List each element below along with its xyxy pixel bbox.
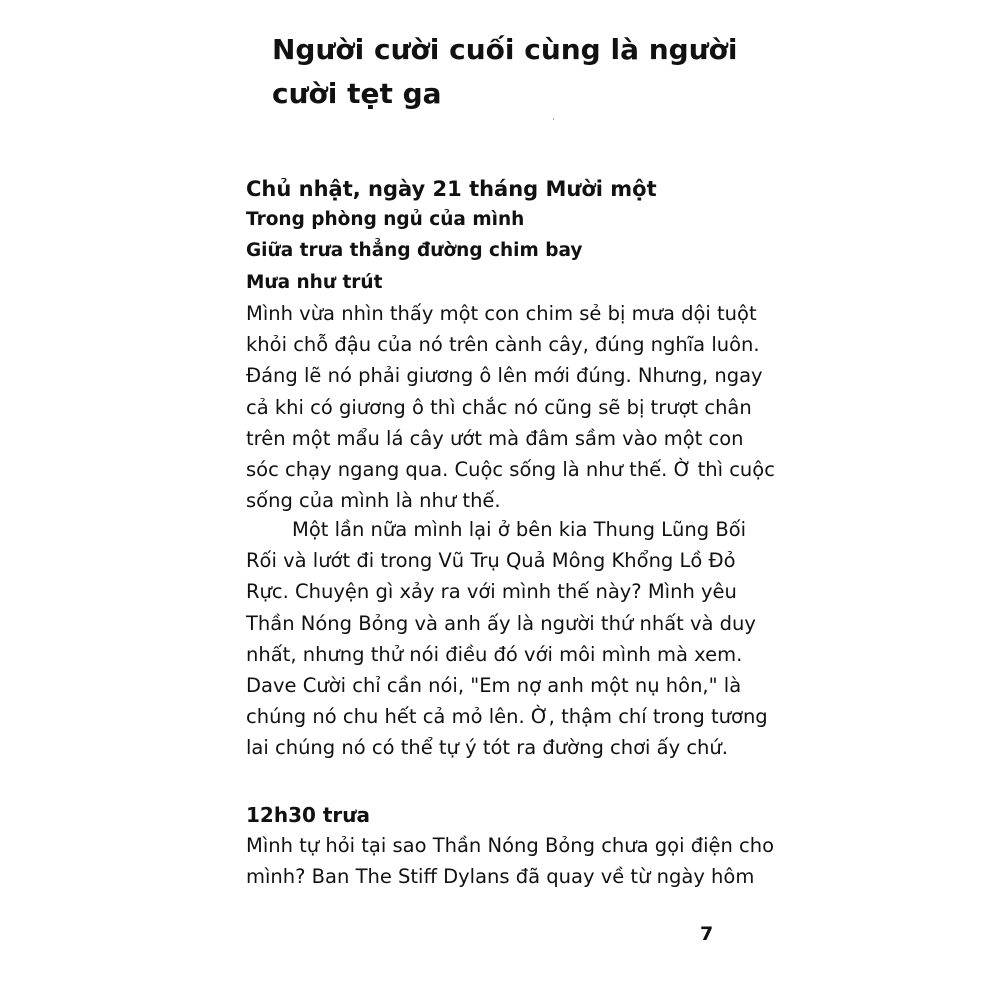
- text-line: Mình tự hỏi tại sao Thần Nóng Bỏng chưa gọi điện cho: [246, 834, 775, 857]
- text-line: sống của mình là như thế.: [246, 489, 501, 513]
- text-line: mình? Ban The Stiff Dylans đã quay về từ ngày hôm: [246, 865, 755, 889]
- paragraph-3: [246, 830, 775, 892]
- text-line: trên một mẩu lá cây ướt mà đâm sầm vào một con: [246, 426, 744, 450]
- text-line: Rực. Chuyện gì xảy ra với mình thế này? Mình yêu: [246, 580, 737, 604]
- text-line: sóc chạy ngang qua. Cuộc sống là như thế. Ờ thì cuộc: [246, 458, 775, 482]
- entry-time-heading: Giữa trưa thẳng đường chim bay: [246, 240, 583, 261]
- chapter-title-line: cười tẹt ga: [272, 77, 442, 110]
- text-line: chúng nó chu hết cả mỏ lên. Ờ, thậm chí trong tương: [246, 705, 768, 729]
- text-line: khỏi chỗ đậu của nó trên cành cây, đúng nghĩa luôn.: [246, 333, 760, 357]
- print-speck: ˙: [551, 118, 556, 129]
- text-line: Mình vừa nhìn thấy một con chim sẻ bị mưa dội tuột: [246, 302, 757, 325]
- text-line: Một lần nữa mình lại ở bên kia Thung Lũng Bối: [292, 518, 747, 541]
- text-line: cả khi có giương ô thì chắc nó cũng sẽ bị trượt chân: [246, 395, 752, 419]
- entry-date-heading: Chủ nhật, ngày 21 tháng Mười một: [246, 177, 657, 201]
- chapter-title-line: Người cười cuối cùng là người: [272, 33, 738, 66]
- text-line: lai chúng nó có thể tự ý tót ra đường chơi ấy chứ.: [246, 736, 728, 760]
- entry-weather-heading: Mưa như trút: [246, 272, 383, 293]
- text-line: Đáng lẽ nó phải giương ô lên mới đúng. Nhưng, ngay: [246, 364, 763, 388]
- entry-place-heading: Trong phòng ngủ của mình: [246, 209, 525, 230]
- paragraph-1: [246, 298, 775, 516]
- text-line: Rối và lướt đi trong Vũ Trụ Quả Mông Khổng Lồ Đỏ: [246, 549, 736, 573]
- entry-time-heading-2: 12h30 trưa: [246, 803, 371, 827]
- text-line: Dave Cười chỉ cần nói, "Em nợ anh một nụ hôn," là: [246, 674, 742, 698]
- text-line: Thần Nóng Bỏng và anh ấy là người thứ nhất và duy: [246, 611, 756, 635]
- text-line: nhất, nhưng thử nói điều đó với môi mình mà xem.: [246, 642, 743, 666]
- paragraph-2: [246, 514, 768, 764]
- page-number: 7: [700, 923, 714, 945]
- chapter-title: [272, 28, 752, 116]
